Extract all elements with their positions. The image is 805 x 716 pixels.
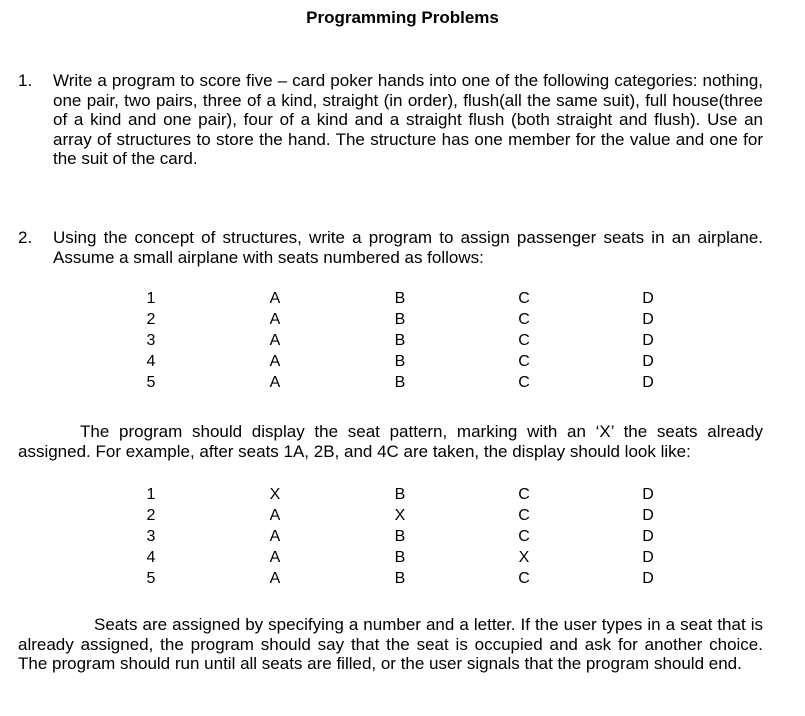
problem-1-number: 1.	[18, 71, 33, 90]
seat-cell: D	[642, 507, 654, 524]
problem-1-text: Write a program to score five – card poker hands into one of the following categories: nothing, one pair, two pairs, three of a kind, straight (in order), flush(all the same suit), full house(three of a kind and one pair), four of a kind and a straight flush (both straight and flush). Use an array of structures to store the hand. The structure has one member for the value and one for the suit of the card.	[53, 71, 763, 169]
seat-row	[0, 568, 805, 589]
seat-row	[0, 309, 805, 330]
seat-row-number: 3	[146, 528, 156, 545]
seat-cell: D	[642, 374, 654, 391]
seat-row	[0, 288, 805, 309]
seat-cell: B	[394, 570, 406, 587]
seat-cell: A	[269, 290, 281, 307]
seat-cell: D	[642, 570, 654, 587]
seat-cell: X	[518, 549, 530, 566]
seat-row-number: 3	[146, 332, 156, 349]
display-paragraph-text: The program should display the seat pattern, marking with an ‘X’ the seats already assigned. For example, after seats 1A, 2B, and 4C are taken, the display should look like:	[18, 422, 763, 461]
seat-cell: C	[518, 570, 530, 587]
seat-cell: C	[518, 353, 530, 370]
closing-paragraph	[18, 615, 763, 674]
seat-row-number: 5	[146, 374, 156, 391]
seat-cell: D	[642, 353, 654, 370]
seat-cell: A	[269, 332, 281, 349]
seat-cell: A	[269, 528, 281, 545]
seat-cell: X	[269, 486, 281, 503]
seat-cell: X	[394, 507, 406, 524]
page-title: Programming Problems	[306, 8, 499, 27]
seat-cell: C	[518, 486, 530, 503]
seat-cell: C	[518, 507, 530, 524]
closing-paragraph-text: Seats are assigned by specifying a number and a letter. If the user types in a seat that is already assigned, the program should say that the seat is occupied and ask for another choice. The program should run until all seats are filled, or the user signals that the program should end.	[18, 615, 763, 674]
seat-row-number: 2	[146, 311, 156, 328]
seat-cell: A	[269, 311, 281, 328]
seat-row	[0, 372, 805, 393]
seat-cell: B	[394, 528, 406, 545]
seat-cell: D	[642, 549, 654, 566]
seat-cell: C	[518, 374, 530, 391]
seat-cell: D	[642, 486, 654, 503]
seat-cell: B	[394, 486, 406, 503]
seat-cell: B	[394, 549, 406, 566]
seat-cell: A	[269, 570, 281, 587]
seat-cell: B	[394, 353, 406, 370]
seat-row-number: 2	[146, 507, 156, 524]
seat-cell: A	[269, 507, 281, 524]
seat-cell: B	[394, 374, 406, 391]
seat-cell: A	[269, 549, 281, 566]
seat-cell: D	[642, 528, 654, 545]
problem-2-number: 2.	[18, 228, 33, 247]
seat-row	[0, 526, 805, 547]
seat-cell: C	[518, 290, 530, 307]
seat-row-number: 4	[146, 353, 156, 370]
seat-row	[0, 351, 805, 372]
seat-cell: C	[518, 311, 530, 328]
seat-row-number: 4	[146, 549, 156, 566]
seat-row	[0, 484, 805, 505]
seat-cell: A	[269, 374, 281, 391]
seat-row-number: 1	[146, 486, 156, 503]
seat-cell: B	[394, 290, 406, 307]
seat-cell: C	[518, 332, 530, 349]
seat-row-number: 1	[146, 290, 156, 307]
seat-row	[0, 547, 805, 568]
seat-row	[0, 505, 805, 526]
seat-row-number: 5	[146, 570, 156, 587]
seat-cell: D	[642, 290, 654, 307]
seat-cell: A	[269, 353, 281, 370]
seat-cell: B	[394, 311, 406, 328]
problem-2-text: Using the concept of structures, write a program to assign passenger seats in an airplane. Assume a small airplane with seats numbered as follows:	[53, 228, 763, 267]
seat-cell: D	[642, 311, 654, 328]
display-paragraph	[18, 422, 763, 461]
seat-row	[0, 330, 805, 351]
seat-cell: B	[394, 332, 406, 349]
seat-cell: C	[518, 528, 530, 545]
seat-cell: D	[642, 332, 654, 349]
